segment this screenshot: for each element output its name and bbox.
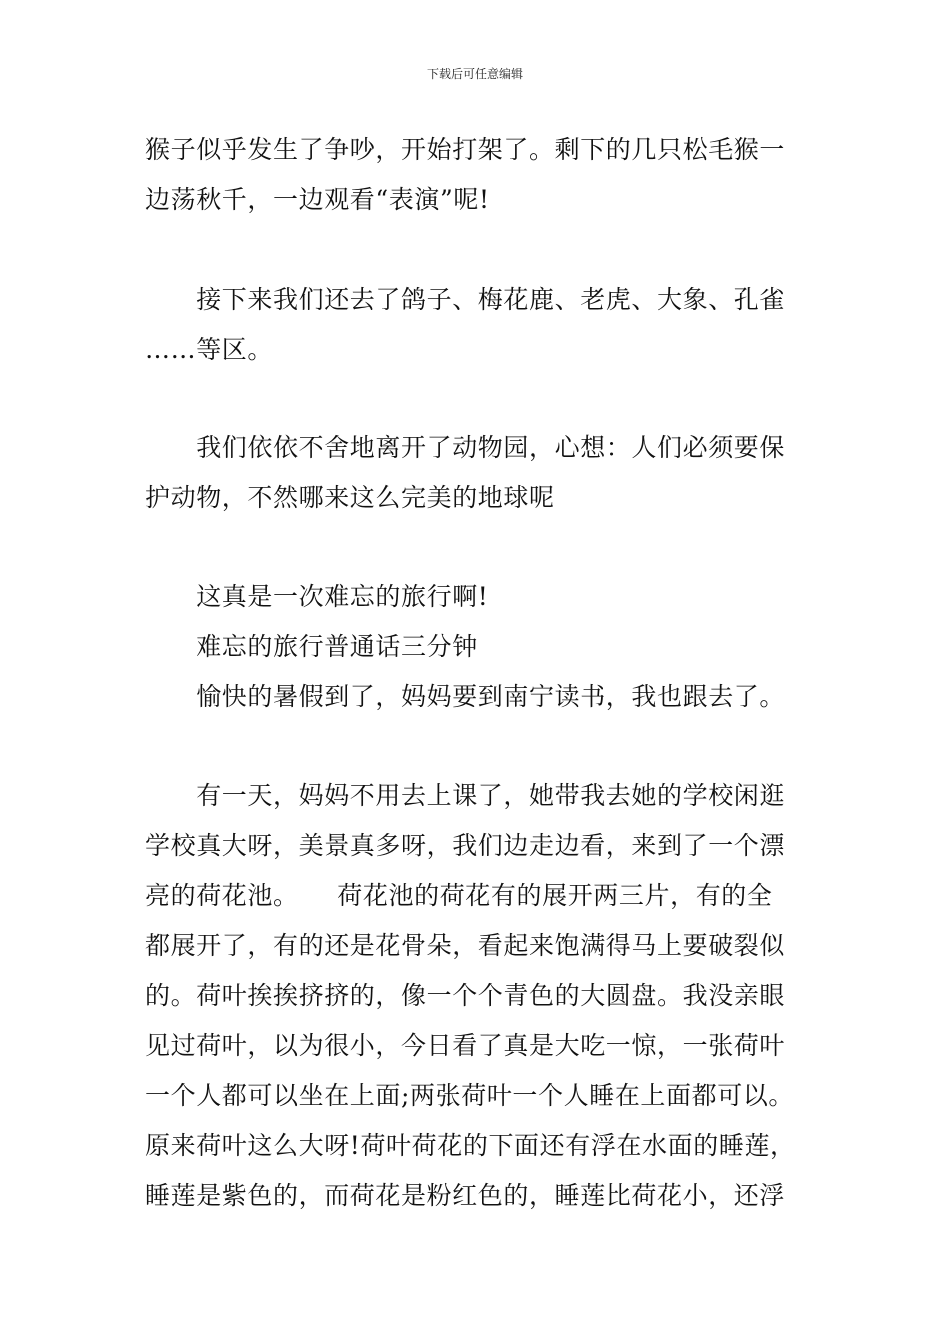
text-line: 学校真大呀，美景真多呀，我们边走边看，来到了一个漂 [145,831,786,860]
text-line: 边荡秋千，一边观看“表演”呢! [145,185,490,214]
text-line: 亮的荷花池。 荷花池的荷花有的展开两三片，有的全 [145,881,773,910]
text-line: 一个人都可以坐在上面;两张荷叶一个人睡在上面都可以。 [145,1081,795,1110]
text-line: 睡莲是紫色的，而荷花是粉红色的，睡莲比荷花小，还浮 [145,1181,786,1210]
page-header: 下载后可任意编辑 [426,67,523,81]
text-line: 原来荷叶这么大呀!荷叶荷花的下面还有浮在水面的睡莲， [145,1131,796,1160]
text-line: 我们依依不舍地离开了动物园，心想：人们必须要保 [145,433,786,462]
text-line: 有一天，妈妈不用去上课了，她带我去她的学校闲逛 [145,781,786,810]
text-line: 接下来我们还去了鸽子、梅花鹿、老虎、大象、孔雀 [145,285,786,314]
text-line: 护动物，不然哪来这么完美的地球呢 [145,483,555,512]
text-line: 猴子似乎发生了争吵，开始打架了。剩下的几只松毛猴一 [145,135,786,164]
text-line: ……等区。 [145,335,274,364]
text-line: 都展开了，有的还是花骨朵，看起来饱满得马上要破裂似 [145,931,786,960]
text-line: 愉快的暑假到了，妈妈要到南宁读书，我也跟去了。 [145,682,786,711]
text-line: 的。荷叶挨挨挤挤的，像一个个青色的大圆盘。我没亲眼 [145,981,786,1010]
text-line: 这真是一次难忘的旅行啊! [145,582,489,611]
text-line: 见过荷叶，以为很小，今日看了真是大吃一惊，一张荷叶 [145,1031,786,1060]
text-line: 难忘的旅行普通话三分钟 [145,632,478,661]
